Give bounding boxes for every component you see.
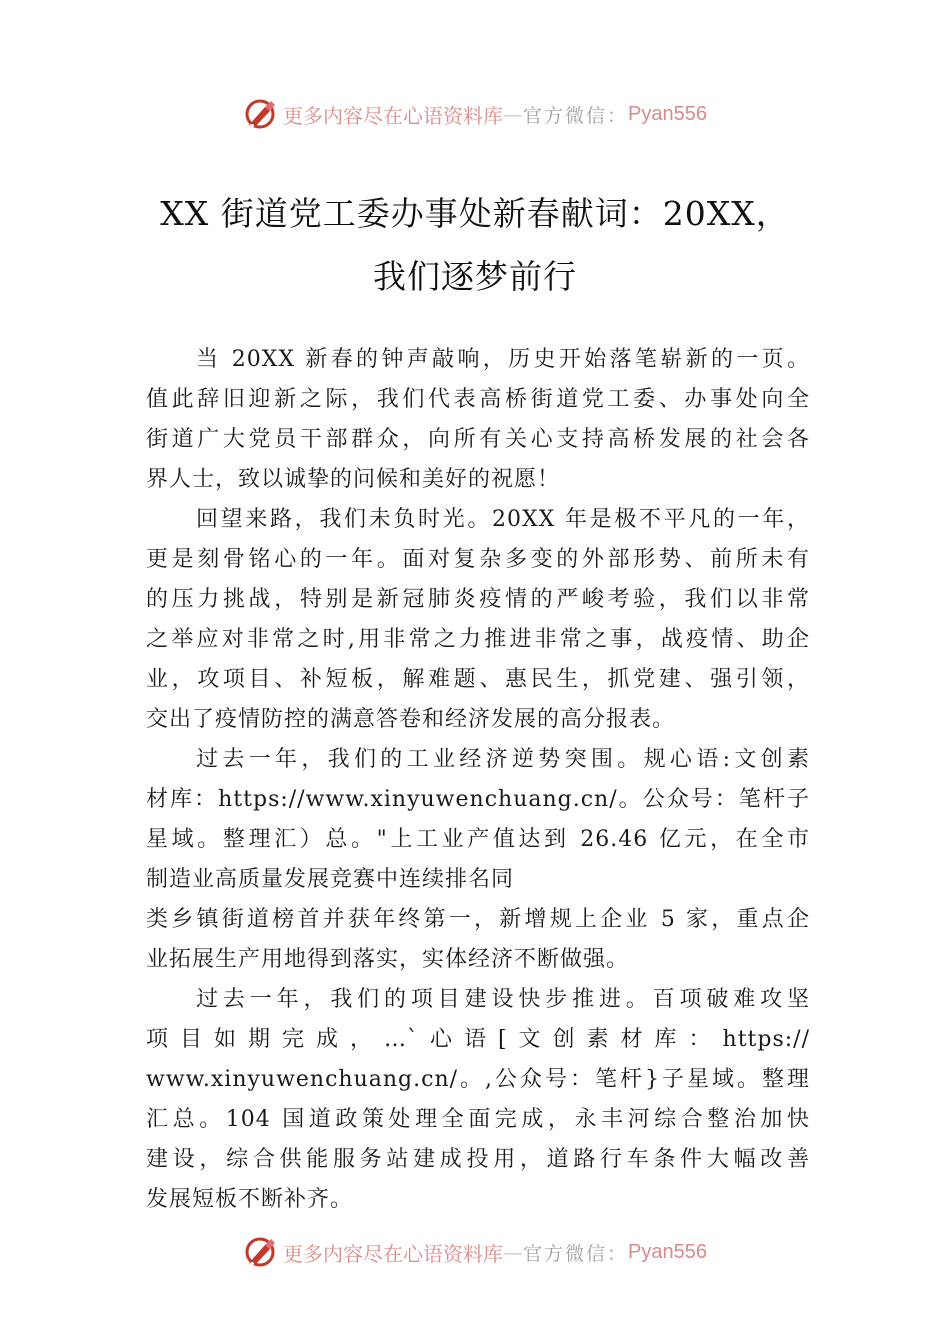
banner-wechat-id: Pyan556 xyxy=(628,1240,707,1263)
body-line: 项目如期完成，…`心语[文创素材库：https:// xyxy=(146,1027,810,1052)
body-line: 回望来路，我们未负时光。20XX 年是极不平凡的一年， xyxy=(196,507,810,532)
header-banner xyxy=(0,94,950,134)
body-line: 发展短板不断补齐。 xyxy=(146,1187,354,1212)
body-line: 业拓展生产用地得到落实，实体经济不断做强。 xyxy=(146,947,630,972)
document-title-line1: XX 街道党工委办事处新春献词：20XX， xyxy=(160,194,790,233)
banner-label: 官方微信： xyxy=(523,1242,629,1265)
body-line: 业，攻项目、补短板，解难题、惠民生，抓党建、强引领， xyxy=(146,667,810,692)
footer-banner xyxy=(0,1232,950,1272)
body-line: 之举应对非常之时,用非常之力推进非常之事，战疫情、助企 xyxy=(146,627,810,652)
body-line: 街道广大党员干部群众，向所有关心支持高桥发展的社会各 xyxy=(146,427,810,452)
body-line: 界人士，致以诚挚的问候和美好的祝愿！ xyxy=(146,467,561,492)
body-line: 汇总。104 国道政策处理全面完成，永丰河综合整治加快 xyxy=(146,1107,810,1132)
banner-brand-text: 更多内容尽在心语资料库 xyxy=(283,1241,503,1266)
banner-wechat-id: Pyan556 xyxy=(628,102,707,125)
banner-separator: — xyxy=(503,102,523,126)
banner-label: 官方微信： xyxy=(523,104,629,127)
body-line: 类乡镇街道榜首并获年终第一，新增规上企业 5 家，重点企 xyxy=(146,907,810,932)
body-line: 制造业高质量发展竞赛中连续排名同 xyxy=(146,867,515,892)
body-line: 值此辞旧迎新之际，我们代表高桥街道党工委、办事处向全 xyxy=(146,387,810,412)
document-body xyxy=(146,340,810,1220)
body-line: 当 20XX 新春的钟声敲响，历史开始落笔崭新的一页。 xyxy=(196,347,810,372)
body-line: 过去一年，我们的工业经济逆势突围。规心语:文创素 xyxy=(196,747,810,772)
body-line: 更是刻骨铭心的一年。面对复杂多变的外部形势、前所未有 xyxy=(146,547,810,572)
body-line: 材库：https://www.xinyuwenchuang.cn/。公众号：笔杆子 xyxy=(146,787,810,812)
pen-logo-icon xyxy=(243,97,279,131)
body-line: 的压力挑战，特别是新冠肺炎疫情的严峻考验，我们以非常 xyxy=(146,587,810,612)
banner-separator: — xyxy=(503,1240,523,1264)
body-line: 星域。整理汇）总。"上工业产值达到 26.46 亿元，在全市 xyxy=(146,827,810,852)
body-line: 交出了疫情防控的满意答卷和经济发展的高分报表。 xyxy=(146,707,676,732)
pen-logo-icon xyxy=(243,1235,279,1269)
body-line: 过去一年，我们的项目建设快步推进。百项破难攻坚 xyxy=(196,987,810,1012)
body-line: www.xinyuwenchuang.cn/。,公众号：笔杆}子星域。整理 xyxy=(146,1067,810,1092)
document-title-line2: 我们逐梦前行 xyxy=(373,257,577,296)
body-line: 建设，综合供能服务站建成投用，道路行车条件大幅改善 xyxy=(146,1147,810,1172)
banner-brand-text: 更多内容尽在心语资料库 xyxy=(283,103,503,128)
